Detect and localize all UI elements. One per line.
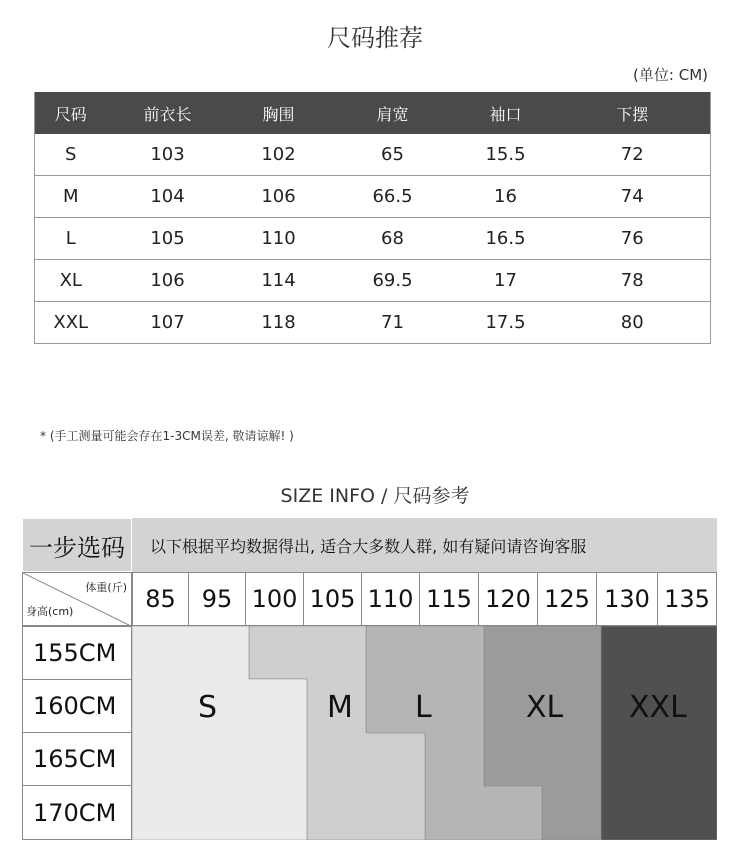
cell: 107 [107,302,229,344]
header-cuff: 袖口 [457,92,555,134]
weight-cell: 110 [361,572,420,626]
header-chest: 胸围 [229,92,329,134]
cell: 17.5 [457,302,555,344]
height-cell: 170CM [22,785,132,840]
cell: 66.5 [329,176,457,218]
table-row [35,218,711,260]
table-row [35,302,711,344]
cell: 103 [107,134,229,176]
weight-cell: 100 [245,572,304,626]
cell: 114 [229,260,329,302]
size-zones [132,626,717,840]
cell: L [35,218,107,260]
size-guide [22,518,717,840]
zone-xxl [601,626,717,840]
size-info-title: SIZE INFO / 尺码参考 [280,485,470,507]
cell: 17 [457,260,555,302]
header-shoulder: 肩宽 [329,92,457,134]
measurement-note: * (手工测量可能会存在1-3CM误差, 敬请谅解! ) [40,429,294,443]
cell: 104 [107,176,229,218]
cell: 15.5 [457,134,555,176]
size-label-s: S [198,690,218,725]
cell: 118 [229,302,329,344]
cell: 106 [229,176,329,218]
height-cell: 160CM [22,679,132,733]
header-hem: 下摆 [555,92,711,134]
cell: 72 [555,134,711,176]
table-row [35,134,711,176]
size-label-m: M [327,690,353,725]
weight-cell: 120 [478,572,538,626]
cell: XXL [35,302,107,344]
step-label: 一步选码 [22,518,132,572]
cell: 16 [457,176,555,218]
weight-cell: 95 [188,572,246,626]
weight-axis-label: 体重(斤) [85,581,127,594]
table-row [35,176,711,218]
cell: 80 [555,302,711,344]
cell: 68 [329,218,457,260]
page-title: 尺码推荐 [327,24,423,52]
size-label-xxl: XXL [629,690,687,725]
cell: M [35,176,107,218]
header-size: 尺码 [35,92,107,134]
cell: S [35,134,107,176]
cell: 76 [555,218,711,260]
cell: 69.5 [329,260,457,302]
size-table-header [35,92,711,134]
weight-cell: 115 [419,572,479,626]
weight-cell: 130 [596,572,658,626]
cell: 74 [555,176,711,218]
height-axis-label: 身高(cm) [26,605,74,618]
header-length: 前衣长 [107,92,229,134]
cell: 105 [107,218,229,260]
height-cell: 155CM [22,626,132,680]
weight-cell: 135 [657,572,717,626]
size-label-xl: XL [526,690,564,725]
height-cell: 165CM [22,732,132,786]
weight-cell: 105 [303,572,362,626]
cell: 71 [329,302,457,344]
cell: 16.5 [457,218,555,260]
cell: 78 [555,260,711,302]
corner-cell [22,572,132,626]
cell: 110 [229,218,329,260]
cell: 65 [329,134,457,176]
cell: XL [35,260,107,302]
cell: 102 [229,134,329,176]
weight-cell: 125 [537,572,597,626]
size-label-l: L [415,690,432,725]
cell: 106 [107,260,229,302]
weight-cell: 85 [132,572,189,626]
guide-description: 以下根据平均数据得出, 适合大多数人群, 如有疑问请咨询客服 [150,536,587,556]
size-table [34,92,711,344]
unit-label: (单位: CM) [633,66,708,84]
table-row [35,260,711,302]
